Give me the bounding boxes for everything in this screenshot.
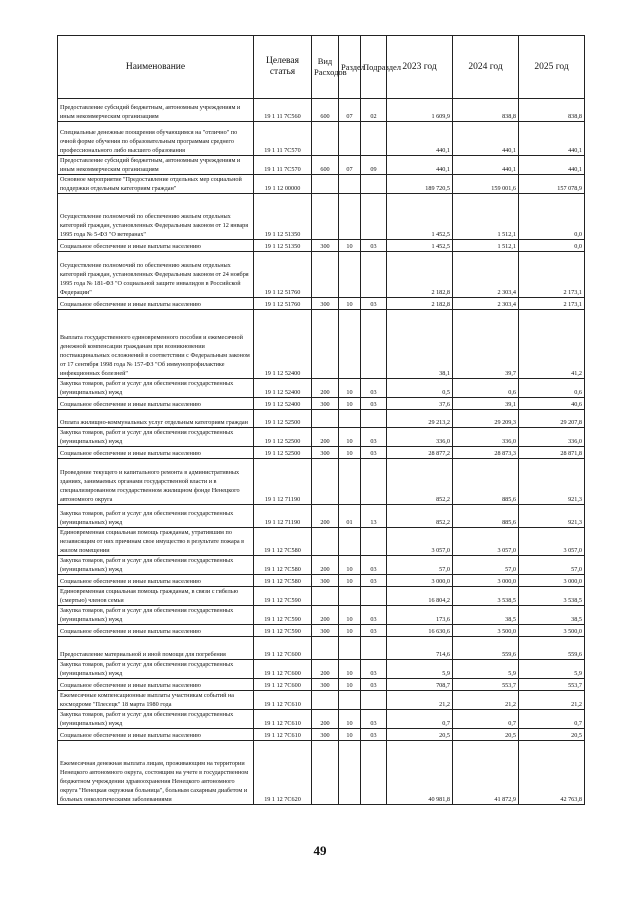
table-row	[58, 606, 585, 625]
row-name: Предоставление субсидий бюджетным, автономным учреждениям и иным некоммерческим организациям	[58, 156, 254, 175]
row-name: Единовременная социальная помощь гражданам, утратившим по независящим от них причинам свое имущество в результате пожара в жилом помещении	[58, 528, 254, 556]
table-row	[58, 637, 585, 660]
row-podrazdel	[361, 194, 387, 240]
row-2025: 0,0	[519, 194, 585, 240]
row-vid	[312, 310, 339, 379]
row-vid: 300	[312, 447, 339, 459]
table-row	[58, 99, 585, 122]
row-target: 19 1 11 7С570	[254, 122, 312, 156]
row-2023: 40 981,8	[387, 741, 453, 805]
row-2023: 1 609,9	[387, 99, 453, 122]
row-name: Социальное обеспечение и иные выплаты населению	[58, 398, 254, 410]
row-vid	[312, 587, 339, 606]
row-name: Социальное обеспечение и иные выплаты населению	[58, 625, 254, 637]
row-name: Предоставление субсидий бюджетным, автономным учреждениям и иным некоммерческим организациям	[58, 99, 254, 122]
header-name: Наименование	[58, 36, 254, 99]
row-2025: 3 538,5	[519, 587, 585, 606]
row-2023: 440,1	[387, 122, 453, 156]
row-razdel: 07	[339, 156, 361, 175]
row-2024: 440,1	[453, 156, 519, 175]
row-podrazdel	[361, 691, 387, 710]
row-2024: 20,5	[453, 729, 519, 741]
row-vid: 600	[312, 156, 339, 175]
row-vid: 300	[312, 625, 339, 637]
row-name: Выплата государственного единовременного пособия и ежемесячной денежной компенсации гражданам при возникновении поствакцинальных осложнений в соответствии с Федеральным законом от 17 сентября 1998 года № 157-ФЗ "Об иммунопрофилактике инфекционных болезней"	[58, 310, 254, 379]
row-podrazdel	[361, 252, 387, 298]
row-podrazdel: 03	[361, 298, 387, 310]
row-2025: 29 207,8	[519, 410, 585, 428]
row-2025: 28 871,8	[519, 447, 585, 459]
row-2024: 39,7	[453, 310, 519, 379]
row-vid: 300	[312, 298, 339, 310]
table-row	[58, 679, 585, 691]
row-razdel	[339, 175, 361, 194]
table-row	[58, 459, 585, 505]
row-razdel	[339, 587, 361, 606]
row-2024: 1 512,1	[453, 240, 519, 252]
row-name: Закупка товаров, работ и услуг для обеспечения государственных (муниципальных) нужд	[58, 606, 254, 625]
row-target: 19 1 12 71190	[254, 505, 312, 528]
row-vid	[312, 528, 339, 556]
row-2025: 3 057,0	[519, 528, 585, 556]
row-target: 19 1 12 7С600	[254, 637, 312, 660]
row-2023: 440,1	[387, 156, 453, 175]
row-target: 19 1 12 7С600	[254, 679, 312, 691]
row-2025: 2 173,1	[519, 298, 585, 310]
row-vid	[312, 459, 339, 505]
row-2024: 159 001,6	[453, 175, 519, 194]
table-row	[58, 240, 585, 252]
row-2025: 921,3	[519, 459, 585, 505]
row-razdel: 01	[339, 505, 361, 528]
row-2024: 838,8	[453, 99, 519, 122]
header-podrazdel: Подраздел	[361, 36, 387, 99]
row-2023: 16 804,2	[387, 587, 453, 606]
row-name: Предоставление материальной и иной помощи для погребения	[58, 637, 254, 660]
row-vid	[312, 741, 339, 805]
row-razdel: 10	[339, 679, 361, 691]
table-row	[58, 175, 585, 194]
row-target: 19 1 12 51350	[254, 194, 312, 240]
table-row	[58, 298, 585, 310]
row-target: 19 1 12 52400	[254, 379, 312, 398]
row-podrazdel	[361, 310, 387, 379]
row-2024: 2 303,4	[453, 252, 519, 298]
table-row	[58, 505, 585, 528]
row-2024: 5,9	[453, 660, 519, 679]
row-vid: 600	[312, 99, 339, 122]
row-target: 19 1 12 52500	[254, 428, 312, 447]
row-razdel: 10	[339, 625, 361, 637]
row-podrazdel	[361, 587, 387, 606]
row-podrazdel: 09	[361, 156, 387, 175]
row-name: Социальное обеспечение и иные выплаты населению	[58, 447, 254, 459]
row-2024: 29 209,3	[453, 410, 519, 428]
row-razdel: 10	[339, 575, 361, 587]
row-2025: 20,5	[519, 729, 585, 741]
budget-page	[57, 35, 584, 805]
row-podrazdel: 03	[361, 240, 387, 252]
row-razdel: 10	[339, 240, 361, 252]
row-2023: 21,2	[387, 691, 453, 710]
row-vid: 200	[312, 660, 339, 679]
row-2024: 885,6	[453, 505, 519, 528]
row-2024: 885,6	[453, 459, 519, 505]
row-name: Социальное обеспечение и иные выплаты населению	[58, 679, 254, 691]
row-vid	[312, 637, 339, 660]
row-2025: 440,1	[519, 156, 585, 175]
row-2024: 38,5	[453, 606, 519, 625]
row-2024: 1 512,1	[453, 194, 519, 240]
row-razdel: 10	[339, 710, 361, 729]
row-podrazdel: 02	[361, 99, 387, 122]
row-2024: 3 057,0	[453, 528, 519, 556]
row-razdel: 10	[339, 447, 361, 459]
row-vid: 300	[312, 679, 339, 691]
row-2025: 2 173,1	[519, 252, 585, 298]
row-name: Закупка товаров, работ и услуг для обеспечения государственных (муниципальных) нужд	[58, 428, 254, 447]
row-2024: 2 303,4	[453, 298, 519, 310]
row-target: 19 1 12 7С620	[254, 741, 312, 805]
row-name: Проведение текущего и капитального ремонта в административных зданиях, занимаемых органами государственной власти и в специализированном государственном жилищном фонде Ненецкого автономного округа	[58, 459, 254, 505]
row-name: Закупка товаров, работ и услуг для обеспечения государственных (муниципальных) нужд	[58, 660, 254, 679]
row-2023: 714,6	[387, 637, 453, 660]
row-target: 19 1 12 51760	[254, 298, 312, 310]
row-2024: 28 873,3	[453, 447, 519, 459]
row-razdel	[339, 528, 361, 556]
budget-table	[57, 35, 585, 805]
row-2023: 1 452,5	[387, 240, 453, 252]
row-razdel: 10	[339, 606, 361, 625]
row-razdel	[339, 122, 361, 156]
row-2025: 553,7	[519, 679, 585, 691]
row-2025: 41,2	[519, 310, 585, 379]
row-podrazdel: 03	[361, 575, 387, 587]
row-razdel: 07	[339, 99, 361, 122]
row-podrazdel	[361, 459, 387, 505]
row-2023: 16 630,6	[387, 625, 453, 637]
row-2023: 2 182,8	[387, 252, 453, 298]
table-row	[58, 447, 585, 459]
row-razdel: 10	[339, 428, 361, 447]
row-2024: 21,2	[453, 691, 519, 710]
row-razdel	[339, 410, 361, 428]
row-2024: 3 000,0	[453, 575, 519, 587]
row-razdel	[339, 252, 361, 298]
row-2023: 2 182,8	[387, 298, 453, 310]
row-2023: 0,7	[387, 710, 453, 729]
row-2025: 5,9	[519, 660, 585, 679]
row-vid: 300	[312, 398, 339, 410]
row-name: Закупка товаров, работ и услуг для обеспечения государственных (муниципальных) нужд	[58, 505, 254, 528]
row-target: 19 1 12 7С590	[254, 606, 312, 625]
row-razdel: 10	[339, 729, 361, 741]
row-2024: 559,6	[453, 637, 519, 660]
table-row	[58, 741, 585, 805]
row-name: Социальное обеспечение и иные выплаты населению	[58, 575, 254, 587]
row-podrazdel: 03	[361, 556, 387, 575]
table-row	[58, 710, 585, 729]
row-target: 19 1 12 7С590	[254, 587, 312, 606]
row-2023: 37,6	[387, 398, 453, 410]
row-podrazdel	[361, 528, 387, 556]
row-2024: 0,6	[453, 379, 519, 398]
table-row	[58, 122, 585, 156]
row-2025: 57,0	[519, 556, 585, 575]
row-2023: 3 000,0	[387, 575, 453, 587]
row-podrazdel: 03	[361, 679, 387, 691]
table-row	[58, 625, 585, 637]
row-2025: 157 078,9	[519, 175, 585, 194]
row-2025: 40,6	[519, 398, 585, 410]
row-2024: 41 872,9	[453, 741, 519, 805]
row-2024: 3 538,5	[453, 587, 519, 606]
row-podrazdel: 03	[361, 625, 387, 637]
row-name: Осуществление полномочий по обеспечению жильем отдельных категорий граждан, установленных Федеральным законом от 12 января 1995 года № 5-ФЗ "О ветеранах"	[58, 194, 254, 240]
table-row	[58, 252, 585, 298]
table-body	[58, 99, 585, 805]
row-2023: 3 057,0	[387, 528, 453, 556]
table-row	[58, 556, 585, 575]
row-2023: 852,2	[387, 459, 453, 505]
row-target: 19 1 12 7С580	[254, 556, 312, 575]
row-2025: 3 000,0	[519, 575, 585, 587]
table-row	[58, 398, 585, 410]
row-name: Закупка товаров, работ и услуг для обеспечения государственных (муниципальных) нужд	[58, 556, 254, 575]
row-razdel	[339, 691, 361, 710]
row-vid	[312, 410, 339, 428]
row-razdel: 10	[339, 556, 361, 575]
row-2025: 42 763,8	[519, 741, 585, 805]
row-target: 19 1 12 52400	[254, 310, 312, 379]
row-2024: 3 500,0	[453, 625, 519, 637]
row-vid	[312, 175, 339, 194]
table-row	[58, 660, 585, 679]
row-2025: 921,3	[519, 505, 585, 528]
row-name: Социальное обеспечение и иные выплаты населению	[58, 298, 254, 310]
row-target: 19 1 12 7С610	[254, 691, 312, 710]
row-vid: 200	[312, 505, 339, 528]
row-vid: 300	[312, 729, 339, 741]
header-vid: Вид Расходов	[312, 36, 339, 99]
row-2023: 852,2	[387, 505, 453, 528]
row-podrazdel: 03	[361, 606, 387, 625]
row-vid	[312, 194, 339, 240]
row-target: 19 1 12 7С580	[254, 575, 312, 587]
row-name: Оплата жилищно-коммунальных услуг отдельным категориям граждан	[58, 410, 254, 428]
row-vid: 200	[312, 556, 339, 575]
row-vid: 200	[312, 428, 339, 447]
row-razdel	[339, 310, 361, 379]
row-target: 19 1 12 00000	[254, 175, 312, 194]
row-2024: 440,1	[453, 122, 519, 156]
row-razdel: 10	[339, 379, 361, 398]
row-podrazdel	[361, 175, 387, 194]
row-2024: 39,1	[453, 398, 519, 410]
row-name: Закупка товаров, работ и услуг для обеспечения государственных (муниципальных) нужд	[58, 379, 254, 398]
table-row	[58, 379, 585, 398]
row-2023: 708,7	[387, 679, 453, 691]
row-podrazdel: 03	[361, 660, 387, 679]
row-target: 19 1 12 51350	[254, 240, 312, 252]
table-row	[58, 729, 585, 741]
row-2025: 838,8	[519, 99, 585, 122]
header-target: Целевая статья	[254, 36, 312, 99]
row-target: 19 1 12 7С590	[254, 625, 312, 637]
row-name: Ежемесячные компенсационные выплаты участникам событий на космодроме "Плесецк" 18 марта 1980 года	[58, 691, 254, 710]
row-2023: 20,5	[387, 729, 453, 741]
header-razdel: Раздел	[339, 36, 361, 99]
row-target: 19 1 12 7С610	[254, 710, 312, 729]
row-2025: 0,0	[519, 240, 585, 252]
row-2023: 0,5	[387, 379, 453, 398]
table-row	[58, 428, 585, 447]
row-name: Осуществление полномочий по обеспечению жильем отдельных категорий граждан, установленных Федеральным законом от 24 ноября 1995 года № 181-ФЗ "О социальной защите инвалидов в Российской Федерации"	[58, 252, 254, 298]
table-row	[58, 691, 585, 710]
table-row	[58, 156, 585, 175]
row-2025: 0,6	[519, 379, 585, 398]
row-2024: 553,7	[453, 679, 519, 691]
row-razdel	[339, 194, 361, 240]
row-razdel	[339, 637, 361, 660]
row-vid: 300	[312, 240, 339, 252]
row-target: 19 1 12 52400	[254, 398, 312, 410]
row-name: Социальное обеспечение и иные выплаты населению	[58, 729, 254, 741]
row-2024: 57,0	[453, 556, 519, 575]
row-2025: 559,6	[519, 637, 585, 660]
row-name: Социальное обеспечение и иные выплаты населению	[58, 240, 254, 252]
row-2025: 38,5	[519, 606, 585, 625]
row-razdel	[339, 459, 361, 505]
row-podrazdel: 03	[361, 447, 387, 459]
row-podrazdel	[361, 122, 387, 156]
row-vid	[312, 252, 339, 298]
row-2025: 3 500,0	[519, 625, 585, 637]
row-target: 19 1 12 7С580	[254, 528, 312, 556]
row-razdel: 10	[339, 298, 361, 310]
row-vid	[312, 691, 339, 710]
row-vid	[312, 122, 339, 156]
header-2025: 2025 год	[519, 36, 585, 99]
row-2025: 336,0	[519, 428, 585, 447]
row-podrazdel: 03	[361, 710, 387, 729]
table-row	[58, 575, 585, 587]
row-target: 19 1 12 71190	[254, 459, 312, 505]
row-name: Специальные денежные поощрения обучающимся на "отлично" по очной форме обучения по образовательным программам среднего профессионального либо высшего образования	[58, 122, 254, 156]
row-2023: 57,0	[387, 556, 453, 575]
row-2025: 21,2	[519, 691, 585, 710]
table-row	[58, 310, 585, 379]
row-2023: 5,9	[387, 660, 453, 679]
row-podrazdel	[361, 637, 387, 660]
row-2023: 29 213,2	[387, 410, 453, 428]
row-2023: 38,1	[387, 310, 453, 379]
row-razdel: 10	[339, 660, 361, 679]
row-2023: 173,6	[387, 606, 453, 625]
row-target: 19 1 12 7С600	[254, 660, 312, 679]
row-podrazdel: 03	[361, 398, 387, 410]
row-vid: 200	[312, 379, 339, 398]
row-vid: 200	[312, 710, 339, 729]
row-2023: 336,0	[387, 428, 453, 447]
row-name: Основное мероприятие "Предоставление отдельных мер социальной поддержки отдельным категориям граждан"	[58, 175, 254, 194]
row-target: 19 1 12 52500	[254, 410, 312, 428]
row-name: Единовременная социальная помощь гражданам, в связи с гибелью (смертью) членов семьи	[58, 587, 254, 606]
row-2025: 440,1	[519, 122, 585, 156]
row-name: Ежемесячная денежная выплата лицам, проживающим на территории Ненецкого автономного округа, состоящим на учете в государственном бюджетном учреждении здравоохранения Ненецкого автономного округа "Ненецкая окружная больница", больным сахарным диабетом и больных онкологическими заболеваниями	[58, 741, 254, 805]
row-podrazdel: 13	[361, 505, 387, 528]
row-2025: 0,7	[519, 710, 585, 729]
row-2023: 28 877,2	[387, 447, 453, 459]
table-row	[58, 194, 585, 240]
table-row	[58, 587, 585, 606]
row-podrazdel: 03	[361, 428, 387, 447]
table-row	[58, 528, 585, 556]
row-2023: 189 720,5	[387, 175, 453, 194]
row-podrazdel: 03	[361, 729, 387, 741]
row-vid: 200	[312, 606, 339, 625]
row-2024: 336,0	[453, 428, 519, 447]
row-target: 19 1 11 7С560	[254, 99, 312, 122]
row-2024: 0,7	[453, 710, 519, 729]
header-2023: 2023 год	[387, 36, 453, 99]
page-number: 49	[313, 843, 327, 858]
row-razdel	[339, 741, 361, 805]
row-name: Закупка товаров, работ и услуг для обеспечения государственных (муниципальных) нужд	[58, 710, 254, 729]
row-target: 19 1 11 7С570	[254, 156, 312, 175]
header-2024: 2024 год	[453, 36, 519, 99]
row-target: 19 1 12 7С610	[254, 729, 312, 741]
table-header-row	[58, 36, 585, 99]
row-podrazdel	[361, 410, 387, 428]
row-target: 19 1 12 51760	[254, 252, 312, 298]
row-podrazdel	[361, 741, 387, 805]
row-target: 19 1 12 52500	[254, 447, 312, 459]
row-razdel: 10	[339, 398, 361, 410]
row-2023: 1 452,5	[387, 194, 453, 240]
row-podrazdel: 03	[361, 379, 387, 398]
row-vid: 300	[312, 575, 339, 587]
table-row	[58, 410, 585, 428]
